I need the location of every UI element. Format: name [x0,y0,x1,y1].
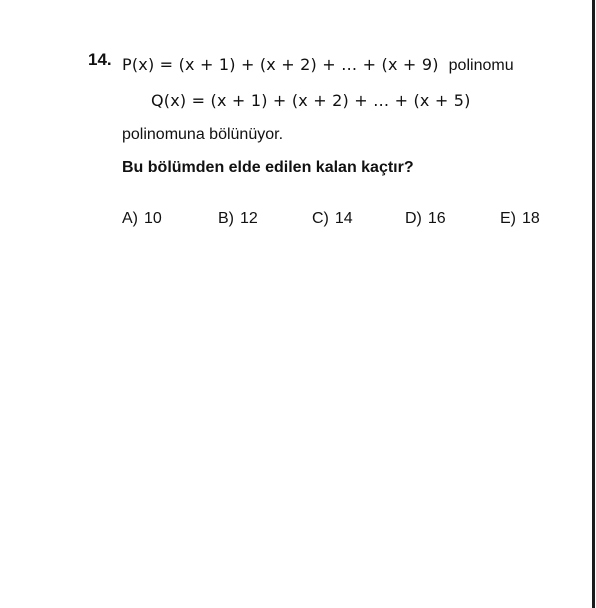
p-polynomial-word: polinomu [448,57,514,74]
choice-a-value: 10 [144,210,162,227]
choice-c-value: 14 [334,210,353,227]
choice-c[interactable] [312,210,353,228]
choice-e[interactable] [500,210,540,228]
q-polynomial-line [151,91,471,111]
choice-b-letter: B) [218,210,234,227]
p-polynomial-expression: P(x) = (x + 1) + (x + 2) + … + (x + 9) [122,55,439,74]
q-polynomial-caption: polinomuna bölünüyor. [122,126,284,143]
q-polynomial-expression: Q(x) = (x + 1) + (x + 2) + … + (x + 5) [151,91,471,110]
page-right-border [592,0,595,608]
choice-b-value: 12 [240,210,258,227]
question-number: 14. [88,50,112,69]
choice-a-letter: A) [122,210,138,227]
p-polynomial-line [122,55,514,75]
choice-a[interactable] [122,210,162,228]
choice-e-letter: E) [500,210,516,227]
choice-c-letter: C) [312,210,329,227]
question-prompt: Bu bölümden elde edilen kalan kaçtır? [122,159,414,176]
choice-d-value: 16 [427,210,446,227]
choice-d-letter: D) [405,210,422,227]
choice-e-value: 18 [522,210,540,227]
choice-b[interactable] [218,210,258,228]
choice-d[interactable] [405,210,446,228]
